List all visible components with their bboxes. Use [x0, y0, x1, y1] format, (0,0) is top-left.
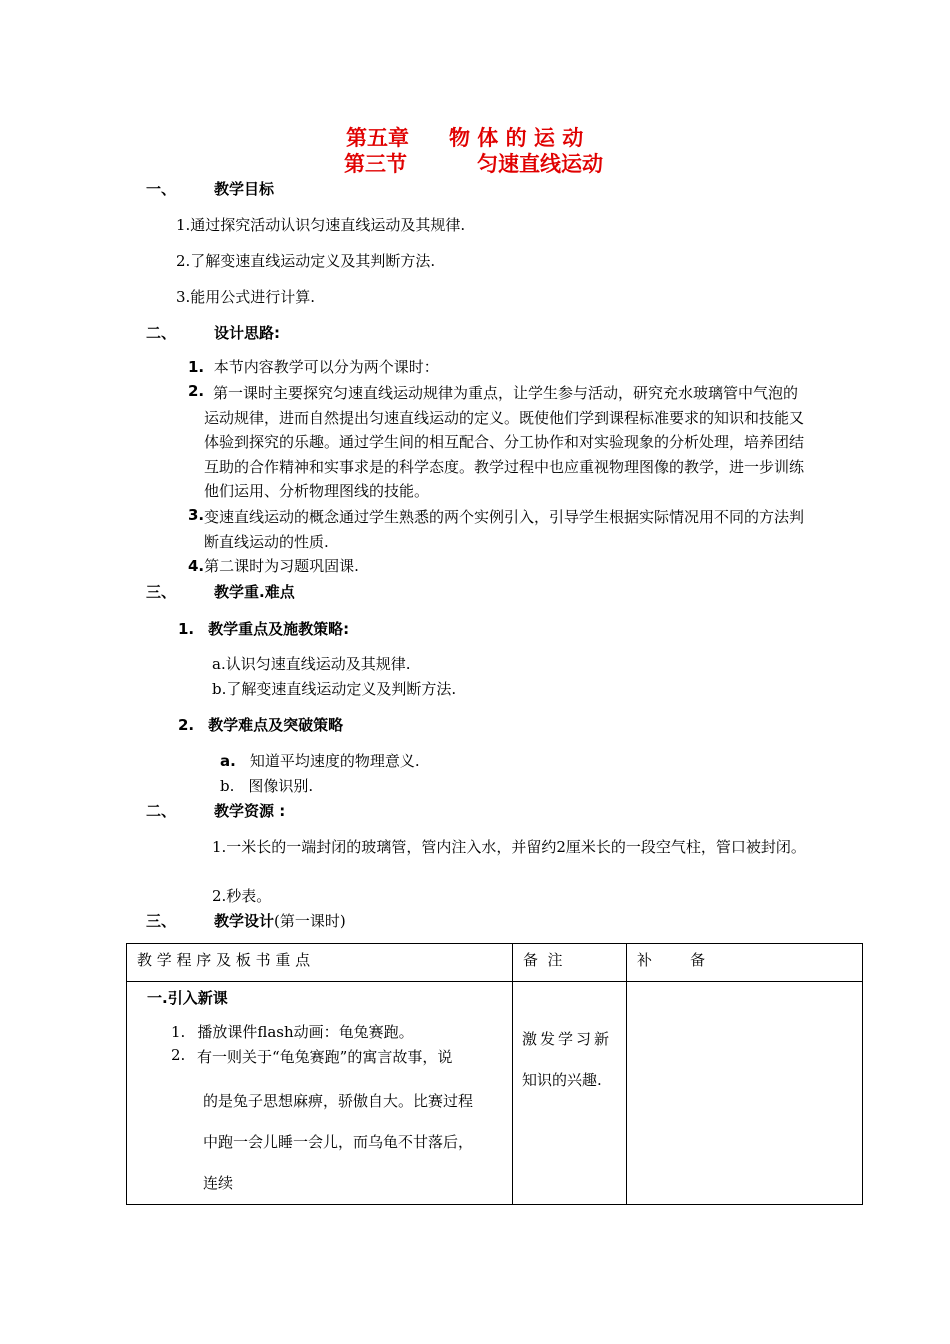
procedure-item-2-line-2: 的是兔子思想麻痹，骄傲自大。比赛过程: [203, 1092, 474, 1110]
section2-number: 二、: [146, 324, 177, 342]
section4-heading: [146, 800, 285, 821]
procedure-item-1: [171, 1021, 414, 1042]
lesson-design-table: [126, 943, 863, 1205]
chapter-name: 物 体 的 运 动: [449, 126, 584, 150]
design-item-1: [188, 356, 439, 377]
procedure-item-1-text: 播放课件flash动画：龟兔赛跑。: [197, 1023, 414, 1041]
difficulty-a-label: a.: [220, 752, 236, 770]
header-cell-procedure: [127, 944, 513, 982]
section3-heading: [146, 581, 295, 602]
objective-1: 1.通过探究活动认识匀速直线运动及其规律.: [176, 216, 466, 234]
section1-title: 教学目标: [214, 180, 275, 198]
key-point-a: a.认识匀速直线运动及其规律.: [212, 655, 411, 673]
objective-3: 3.能用公式进行计算.: [176, 288, 316, 306]
difficulties-heading: [178, 714, 343, 735]
key-point-b: b.了解变速直线运动定义及判断方法.: [212, 680, 457, 698]
design-item-3-text: 变速直线运动的概念通过学生熟悉的两个实例引入，引导学生根据实际情况用不同的方法判断直线运动的性质.: [204, 508, 805, 551]
difficulties-title: 教学难点及突破策略: [208, 716, 344, 734]
supplement-cell: [627, 982, 863, 1205]
design-item-4-number: 4.: [188, 557, 205, 575]
design-item-2-number: 2.: [188, 382, 205, 400]
section5-title: 教学设计: [214, 912, 275, 930]
difficulty-a: [220, 750, 420, 771]
section3-number: 三、: [146, 583, 177, 601]
section5-heading: [146, 910, 346, 931]
table-header-row: [127, 944, 863, 982]
key-points-title: 教学重点及施教策略:: [208, 620, 350, 638]
section2-title: 设计思路:: [214, 324, 281, 342]
section-number: 第三节: [344, 152, 407, 176]
procedure-item-1-number: 1.: [171, 1023, 186, 1041]
design-item-1-text: 本节内容教学可以分为两个课时：: [213, 358, 439, 376]
design-item-3-number: 3.: [188, 506, 205, 524]
header-procedure: 教 学 程 序 及 板 书 重 点: [137, 951, 311, 969]
procedure-cell: [127, 982, 513, 1205]
section4-title: 教学资源 :: [214, 802, 286, 820]
difficulty-b: [220, 775, 313, 796]
design-item-4: [188, 555, 359, 576]
key-points-heading: [178, 618, 349, 639]
table-row: [127, 982, 863, 1205]
section4-number: 二、: [146, 802, 177, 820]
header-supplement: 补 备: [637, 951, 706, 969]
header-notes: 备 注: [523, 951, 563, 969]
resource-1: 1.一米长的一端封闭的玻璃管，管内注入水，并留约2厘米长的一段空气柱，管口被封闭。: [212, 838, 806, 856]
section2-heading: [146, 322, 280, 343]
design-item-1-number: 1.: [188, 358, 205, 376]
objective-2: 2.了解变速直线运动定义及其判断方法.: [176, 252, 436, 270]
design-item-4-text: 第二课时为习题巩固课.: [204, 557, 359, 575]
notes-cell: [513, 982, 627, 1205]
section5-number: 三、: [146, 912, 177, 930]
note-line-1: 激发学习新: [522, 1030, 613, 1048]
intro-heading: 一.引入新课: [147, 989, 228, 1007]
procedure-item-2-line-4: 连续: [203, 1174, 234, 1192]
section3-title: 教学重.难点: [214, 583, 295, 601]
difficulty-b-text: 图像识别.: [248, 777, 314, 795]
header-cell-notes: [513, 944, 627, 982]
section-name: 匀速直线运动: [477, 152, 603, 176]
section-title: [344, 148, 603, 178]
section5-title-suffix: (第一课时): [274, 912, 346, 930]
procedure-item-2-line-1: 有一则关于“龟兔赛跑”的寓言故事，说: [197, 1048, 453, 1066]
resource-2: 2.秒表。: [212, 887, 272, 905]
difficulty-a-text: 知道平均速度的物理意义.: [249, 752, 420, 770]
design-item-2-text: 第一课时主要探究匀速直线运动规律为重点，让学生参与活动，研究充水玻璃管中气泡的运动规律，进而自然提出匀速直线运动的定义。既使他们学到课程标准要求的知识和技能又体验到探究的乐趣。通过学生间的相互配合、分工协作和对实验现象的分析处理，培养团结互助的合作精神和实事求是的科学态度。教学过程中也应重视物理图像的教学，进一步训练他们运用、分析物理图线的技能。: [204, 384, 805, 500]
difficulties-number: 2.: [178, 716, 195, 734]
procedure-item-2-line-3: 中跑一会儿睡一会儿，而乌龟不甘落后，: [203, 1133, 474, 1151]
section1-number: 一、: [146, 180, 177, 198]
note-line-2: 知识的兴趣.: [522, 1071, 602, 1089]
chapter-number: 第五章: [346, 126, 409, 150]
difficulty-b-label: b.: [220, 777, 235, 795]
header-cell-supplement: [627, 944, 863, 982]
section1-heading: [146, 178, 274, 199]
procedure-item-2-number: 2.: [171, 1046, 186, 1064]
key-points-number: 1.: [178, 620, 195, 638]
